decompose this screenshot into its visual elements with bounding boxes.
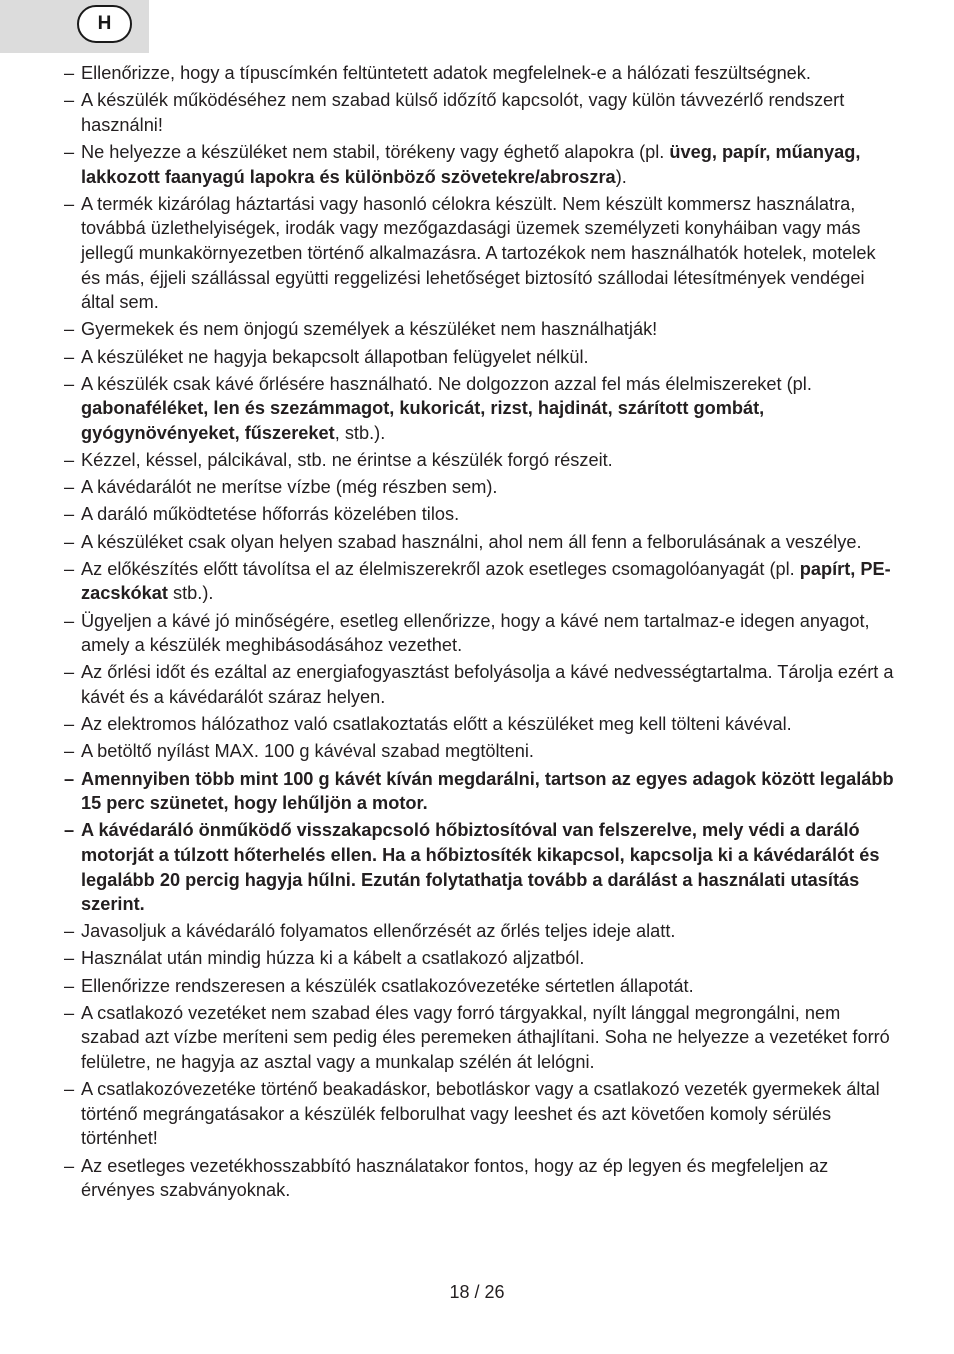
item-text: Ellenőrizze rendszeresen a készülék csatlakozóvezetéke sértetlen állapotát. (81, 975, 694, 996)
list-dash: – (64, 610, 75, 631)
item-text: Az előkészítés előtt távolítsa el az élelmiszerekről azok esetleges csomagolóanyagát (pl. (81, 558, 800, 579)
item-text: A betöltő nyílást MAX. 100 g kávéval szabad megtölteni. (81, 741, 534, 762)
item-text: A daráló működtetése hőforrás közelében tilos. (81, 504, 460, 525)
item-text: A termék kizárólag háztartási vagy hasonló célokra készült. Nem készült kommersz használatra, továbbá üzlethelyiségek, irodák vagy mezőgazdasági üzemek személyzeti konyháiban vagy más jellegű munkakörnyezetben történő alkalmazásra. A tartozékok nem használhatók hotelek, motelek és más, éjjeli szállással együtti reggelizési lehetőséget biztosító szállodai létesítmények vendégei által sem. (81, 193, 876, 313)
item-bold-text: gabonaféléket, len és szezámmagot, kukoricát, rizst, hajdinát, szárított gombát, gyógynövényeket, fűszereket (81, 398, 765, 443)
list-item (64, 502, 894, 527)
item-text-tail: ). (615, 166, 627, 187)
list-item (64, 475, 894, 500)
list-dash: – (64, 373, 75, 394)
list-dash: – (64, 948, 75, 969)
list-dash: – (64, 141, 75, 162)
list-item (64, 557, 894, 606)
item-text: Ellenőrizze, hogy a típuscímkén feltüntetett adatok megfelelnek-e a hálózati feszültségnek. (81, 63, 811, 83)
list-dash: – (64, 450, 75, 471)
item-text: A kávédaráló önműködő visszakapcsoló hőbiztosítóval van felszerelve, mely védi a daráló motorját a túlzott hőterhelés ellen. Ha a hőbiztosíték kikapcsol, kapcsolja ki a kávédarálót és legalább 20 percig hagyja hűlni. Ezután folytathatja tovább a darálást a használati utasítás szerint. (81, 820, 880, 915)
item-text: Használat után mindig húzza ki a kábelt a csatlakozó aljzatból. (81, 948, 585, 969)
list-dash: – (64, 1079, 75, 1100)
item-text: Gyermekek és nem önjogú személyek a készüléket nem használhatják! (81, 319, 658, 340)
list-dash: – (64, 90, 75, 111)
item-bold-text: papírt, PE-zacskókat (81, 558, 891, 604)
list-item (64, 739, 894, 764)
list-dash: – (64, 1002, 75, 1023)
list-dash: – (64, 768, 75, 789)
list-dash: – (64, 820, 75, 841)
item-bold-text: üveg, papír, műanyag, lakkozott faanyagú lapokra és különböző szövetekre/abroszra (81, 141, 861, 187)
safety-instructions-list (64, 61, 894, 1205)
item-text: Amennyiben több mint 100 g kávét kíván megdarálni, tartson az egyes adagok között legalább 15 perc szünetet, hogy lehűljön a motor. (81, 768, 894, 814)
list-dash: – (64, 1155, 75, 1176)
list-item (64, 448, 894, 473)
list-dash: – (64, 714, 75, 735)
list-dash: – (64, 193, 75, 214)
list-item (64, 660, 894, 709)
list-item (64, 919, 894, 944)
item-text: A készülék működéséhez nem szabad külső időzítő kapcsolót, vagy külön távvezérlő rendszert használni! (81, 90, 845, 135)
list-item (64, 946, 894, 971)
list-dash: – (64, 319, 75, 340)
item-text: A készülék csak kávé őrlésére használható. Ne dolgozzon azzal fel más élelmiszereket (pl. (81, 373, 812, 394)
list-item (64, 140, 894, 189)
list-item (64, 1077, 894, 1151)
item-text: A készüléket ne hagyja bekapcsolt állapotban felügyelet nélkül. (81, 346, 589, 367)
list-item (64, 530, 894, 555)
item-text: Az esetleges vezetékhosszabbító használatakor fontos, hogy az ép legyen és megfeleljen az érvényes szabványoknak. (81, 1155, 829, 1201)
list-item (64, 88, 894, 137)
list-item (64, 61, 894, 86)
language-tab (0, 0, 149, 53)
list-item (64, 345, 894, 370)
list-dash: – (64, 662, 75, 683)
item-text-tail: stb.). (167, 583, 214, 604)
list-item (64, 317, 894, 342)
list-dash: – (64, 975, 75, 996)
item-text: Javasoljuk a kávédaráló folyamatos ellenőrzését az őrlés teljes ideje alatt. (81, 921, 676, 942)
item-text: Kézzel, késsel, pálcikával, stb. ne érintse a készülék forgó részeit. (81, 450, 613, 471)
list-item (64, 609, 894, 658)
list-dash: – (64, 346, 75, 367)
language-badge: H (77, 5, 132, 43)
list-item (64, 974, 894, 999)
list-dash: – (64, 531, 75, 552)
item-text: Az őrlési időt és ezáltal az energiafogyasztást befolyásolja a kávé nedvességtartalma. Tárolja ezért a kávét és a kávédarálót száraz helyen. (81, 662, 894, 707)
item-text: Ne helyezze a készüléket nem stabil, törékeny vagy éghető alapokra (pl. (81, 141, 670, 162)
item-text: A csatlakozó vezetéket nem szabad éles vagy forró tárgyakkal, nyílt lánggal megrongálni, nem szabad azt vízbe meríteni sem pedig éles peremeken áthajlítani. Soha ne helyezze a vezetéket forró felületre, ne hagyja az asztal vagy a munkalap szélén át lelógni. (81, 1002, 890, 1073)
list-dash: – (64, 921, 75, 942)
item-text: A kávédarálót ne merítse vízbe (még részben sem). (81, 477, 498, 498)
item-text: A készüléket csak olyan helyen szabad használni, ahol nem áll fenn a felborulásának a veszélye. (81, 531, 862, 552)
list-item (64, 1154, 894, 1203)
list-item (64, 372, 894, 446)
list-item (64, 767, 894, 816)
list-item (64, 712, 894, 737)
list-dash: – (64, 504, 75, 525)
item-text: A csatlakozóvezetéke történő beakadáskor, bebotláskor vagy a csatlakozó vezeték gyermekek által történő megrángatásakor a készülék felborulhat vagy leeshet és azt követően komoly sérülés történhet! (81, 1079, 880, 1149)
list-dash: – (64, 741, 75, 762)
page-number: 18 / 26 (449, 1282, 505, 1302)
list-dash: – (64, 558, 75, 579)
item-text-tail: , stb.). (334, 422, 386, 443)
item-text: Ügyeljen a kávé jó minőségére, esetleg ellenőrizze, hogy a kávé nem tartalmaz-e idegen anyagot, amely a készülék meghibásodásához vezethet. (81, 610, 870, 656)
list-dash: – (64, 477, 75, 498)
list-item (64, 192, 894, 315)
list-item (64, 818, 894, 916)
list-item (64, 1001, 894, 1075)
list-dash: – (64, 63, 75, 83)
item-text: Az elektromos hálózathoz való csatlakoztatás előtt a készüléket meg kell tölteni kávéval. (81, 714, 792, 735)
